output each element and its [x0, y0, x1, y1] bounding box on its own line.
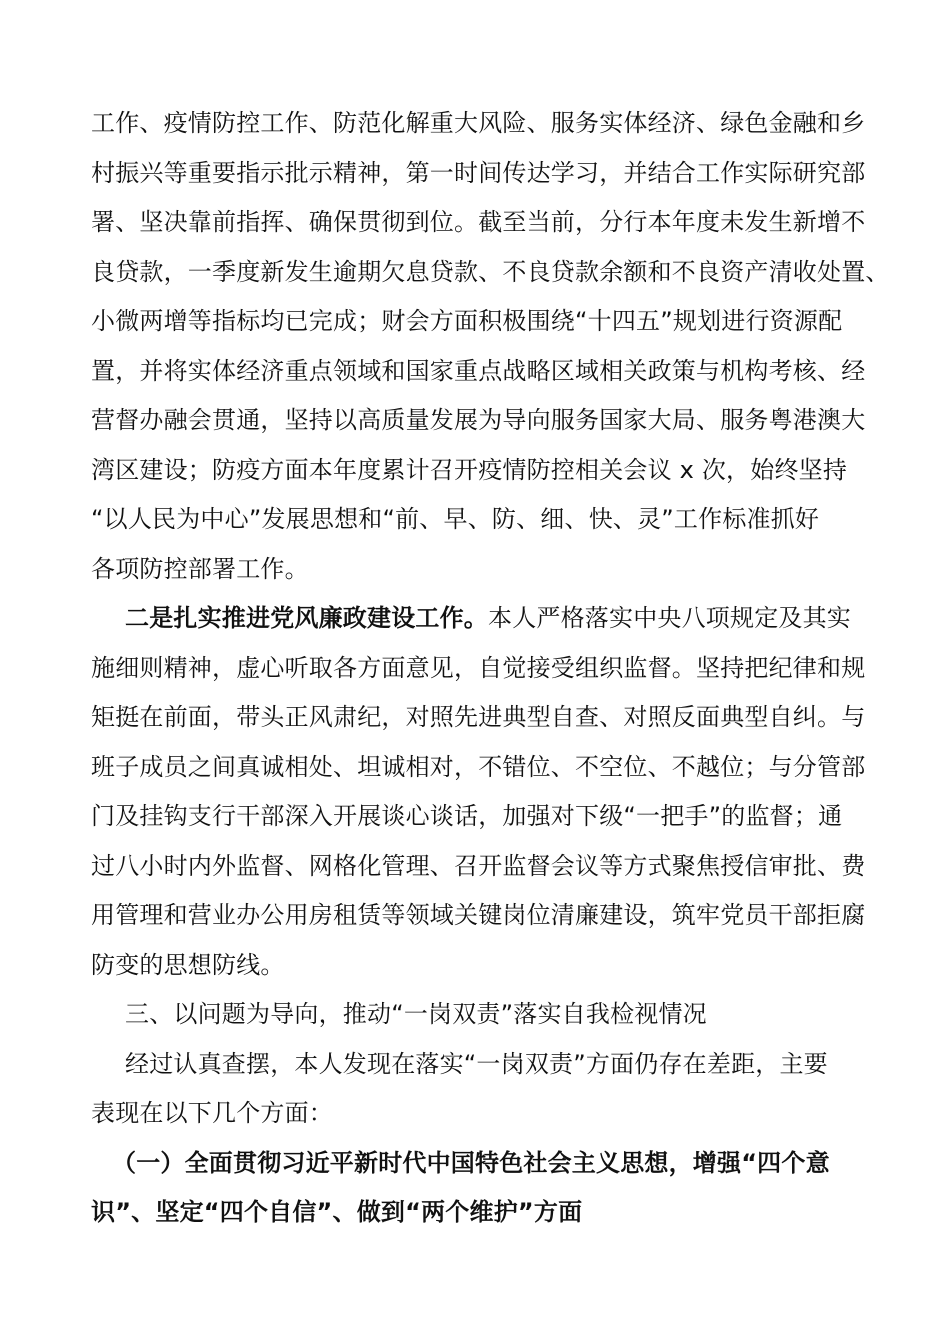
body-text-line: 用管理和营业办公用房租赁等领域关键岗位清廉建设，筑牢党员干部拒腐 [91, 901, 866, 929]
body-text-line: “以人民为中心”发展思想和“前、早、防、细、快、灵”工作标准抓好 [91, 505, 820, 533]
paragraph-2-heading: 二是扎实推进党风廉政建设工作。 [125, 604, 488, 632]
body-text-line: 班子成员之间真诚相处、坦诚相对，不错位、不空位、不越位；与分管部 [91, 753, 866, 781]
subsection-heading-continued: 识”、坚定“四个自信”、做到“两个维护”方面 [91, 1198, 583, 1226]
body-text-line: 良贷款，一季度新发生逾期欠息贷款、不良贷款余额和不良资产清收处置、 [91, 258, 890, 286]
section-heading: 三、以问题为导向，推动“一岗双责”落实自我检视情况 [125, 1000, 707, 1028]
body-text-line: 置，并将实体经济重点领域和国家重点战略区域相关政策与机构考核、经 [91, 357, 866, 385]
body-text-line: 施细则精神，虚心听取各方面意见，自觉接受组织监督。坚持把纪律和规 [91, 654, 866, 682]
body-text-line: 矩挺在前面，带头正风肃纪，对照先进典型自查、对照反面典型自纠。与 [91, 703, 866, 731]
body-text-line: 村振兴等重要指示批示精神，第一时间传达学习，并结合工作实际研究部 [91, 159, 866, 187]
body-text-line: 署、坚决靠前指挥、确保贯彻到位。截至当前，分行本年度未发生新增不 [91, 208, 866, 236]
body-text-line: 工作、疫情防控工作、防范化解重大风险、服务实体经济、绿色金融和乡 [91, 109, 866, 137]
body-text-line: 各项防控部署工作。 [91, 555, 309, 583]
body-text-line: 表现在以下几个方面： [91, 1099, 333, 1127]
subsection-heading: （一）全面贯彻习近平新时代中国特色社会主义思想，增强“四个意 [112, 1149, 830, 1177]
body-text-line: 小微两增等指标均已完成；财会方面积极围绕“十四五”规划进行资源配 [91, 307, 843, 335]
body-text-line: 门及挂钩支行干部深入开展谈心谈话，加强对下级“一把手”的监督；通 [91, 802, 843, 830]
paragraph-2-text: 本人严格落实中央八项规定及其实 [488, 604, 851, 632]
body-text-line: 湾区建设；防疫方面本年度累计召开疫情防控相关会议 x 次，始终坚持 [91, 456, 848, 484]
body-text-line: 营督办融会贯通，坚持以高质量发展为导向服务国家大局、服务粤港澳大 [91, 406, 866, 434]
body-text-line: 经过认真查摆，本人发现在落实“一岗双责”方面仍存在差距，主要 [125, 1050, 828, 1078]
paragraph-2-first-line [125, 593, 905, 643]
body-text-line: 过八小时内外监督、网格化管理、召开监督会议等方式聚焦授信审批、费 [91, 852, 866, 880]
body-text-line: 防变的思想防线。 [91, 951, 285, 979]
